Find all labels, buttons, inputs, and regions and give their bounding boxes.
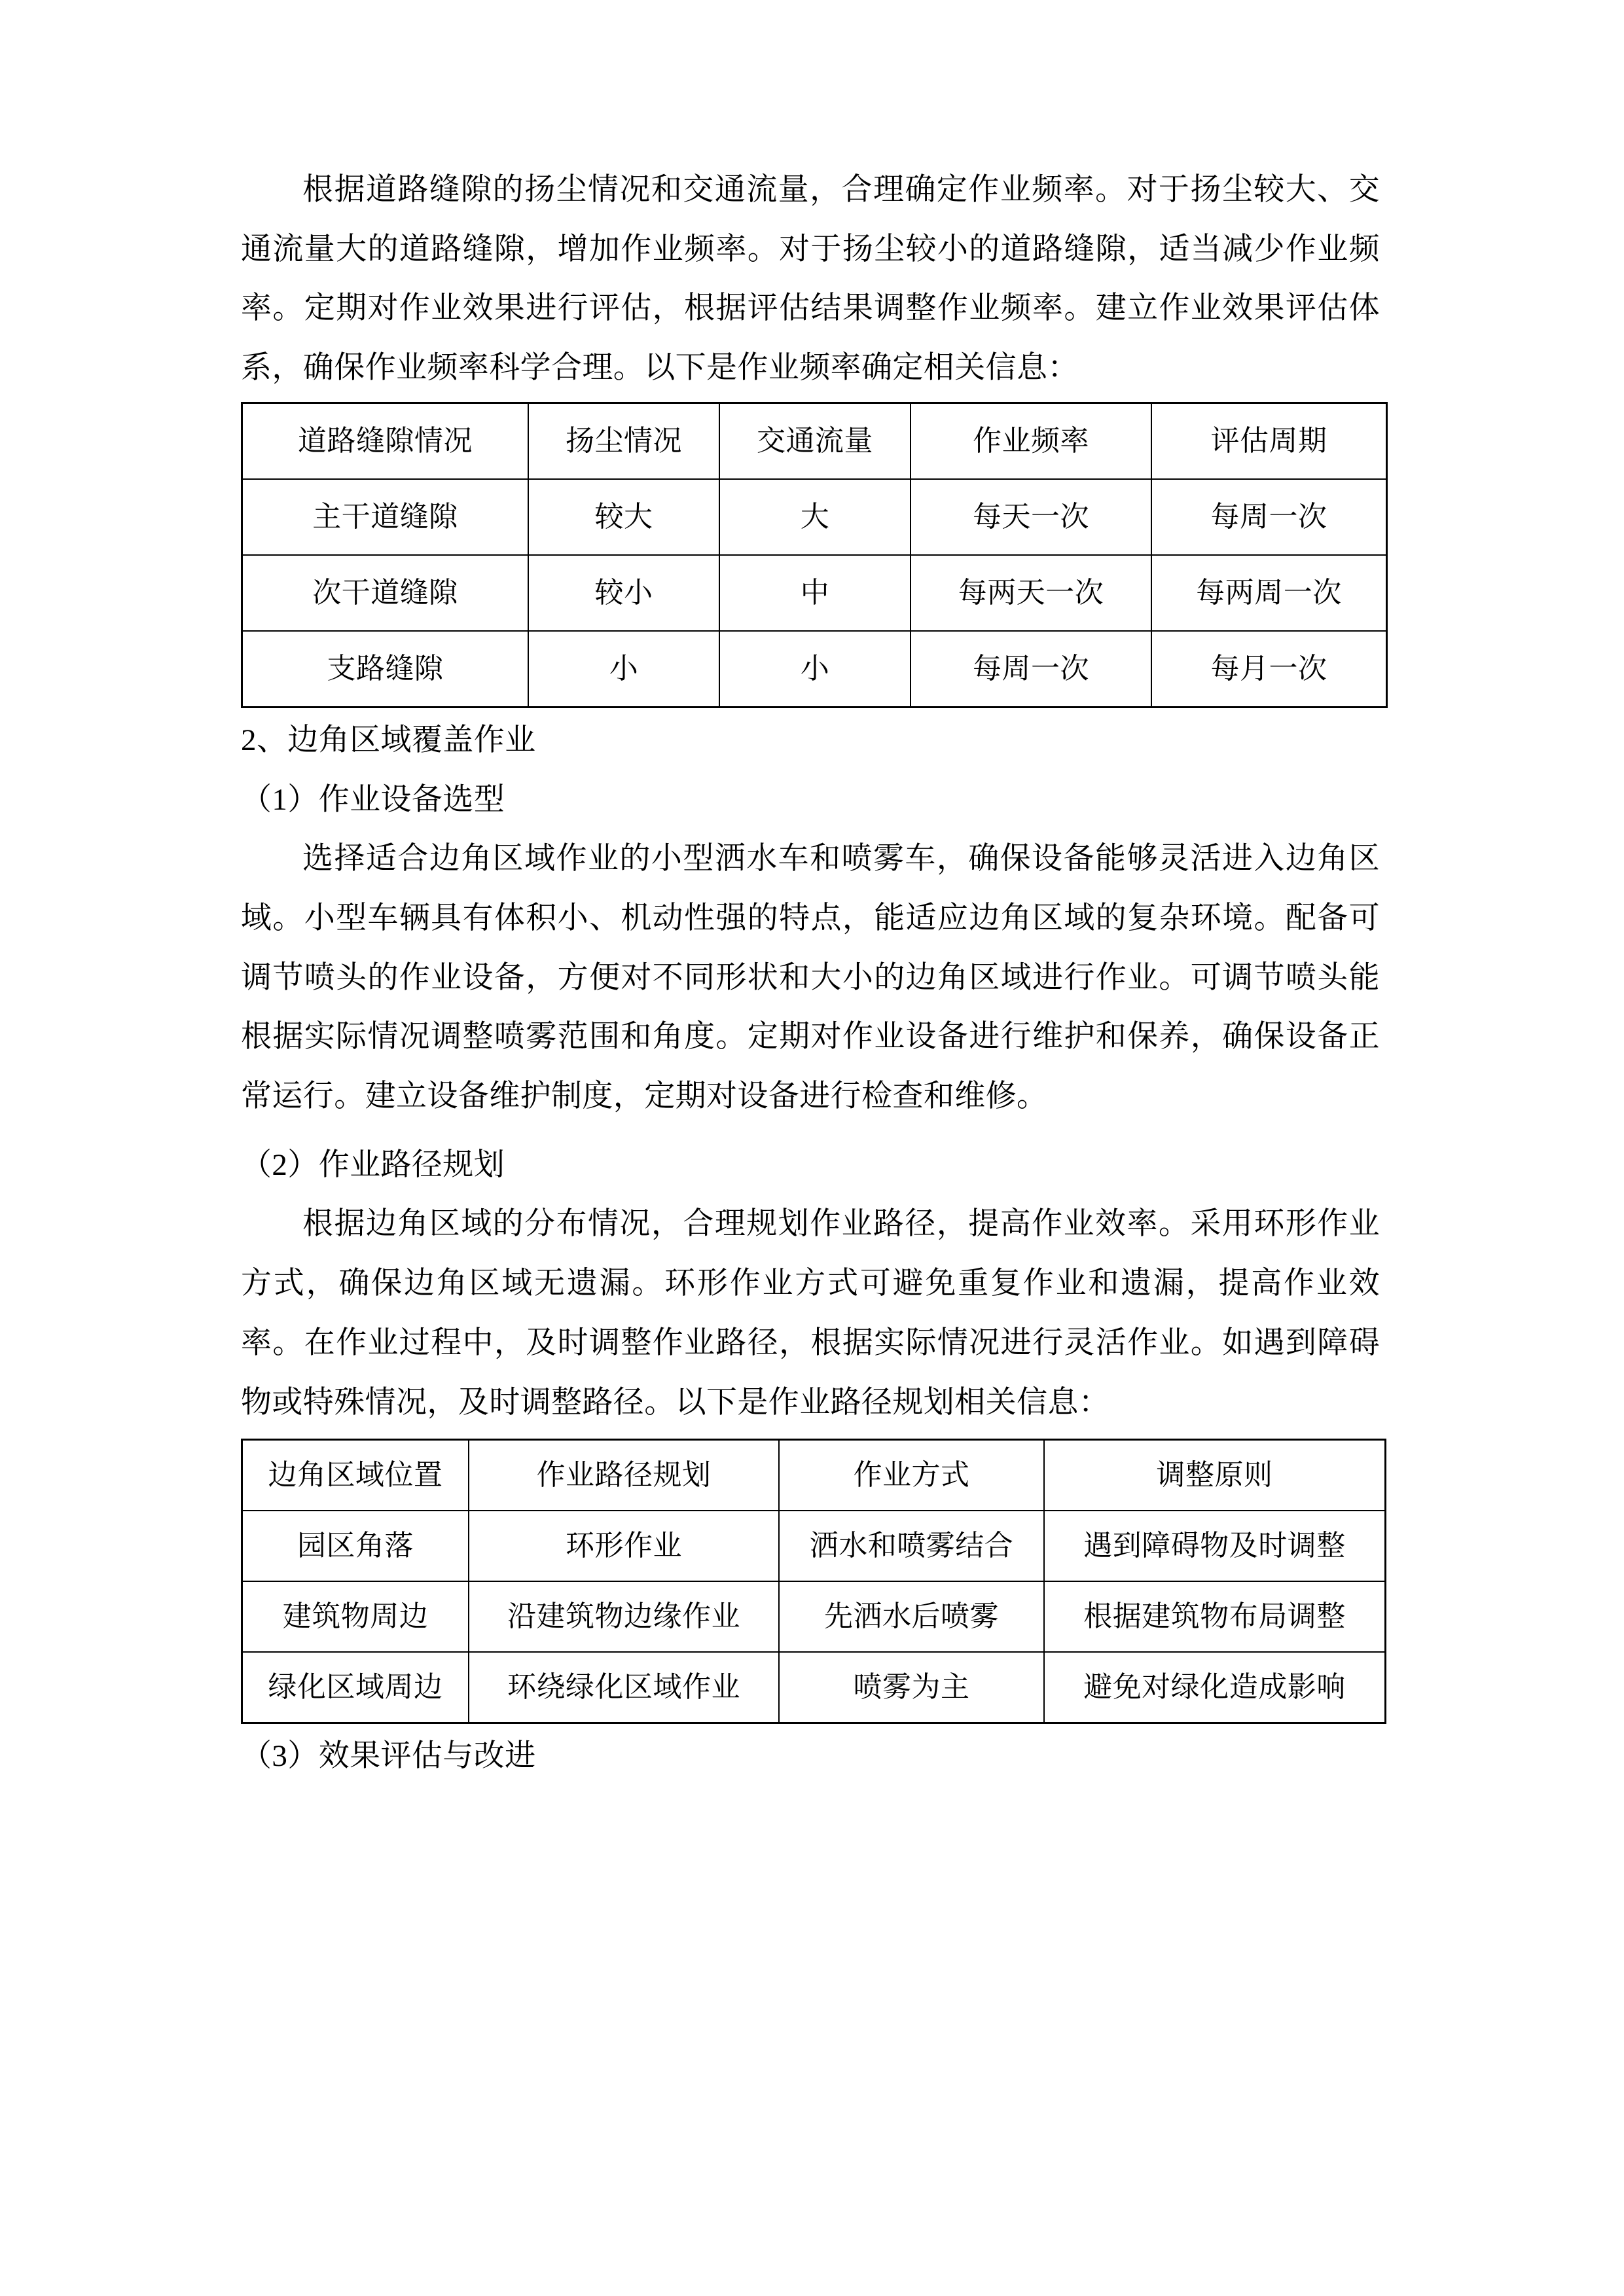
table-header-row <box>242 1440 1386 1511</box>
table-operation-frequency <box>241 402 1388 708</box>
table-cell: 根据建筑物布局调整 <box>1044 1581 1386 1652</box>
table-route-planning-wrapper <box>241 1439 1380 1724</box>
heading-subsection-3: （3）效果评估与改进 <box>241 1739 536 1774</box>
table-header-cell: 扬尘情况 <box>528 403 719 479</box>
paragraph-equipment-selection: 选择适合边角区域作业的小型洒水车和喷雾车，确保设备能够灵活进入边角区域。小型车辆具有体积小、机动性强的特点，能适应边角区域的复杂环境。配备可调节喷头的作业设备，方便对不同形状和大小的边角区域进行作业。可调节喷头能根据实际情况调整喷雾范围和角度。定期对作业设备进行维护和保养，确保设备正常运行。建立设备维护制度，定期对设备进行检查和维修。 <box>241 842 1380 1114</box>
heading-subsection-2: （2）作业路径规划 <box>241 1147 505 1182</box>
table-row <box>242 631 1387 708</box>
heading-subsection-1: （1）作业设备选型 <box>241 782 505 817</box>
table-cell: 小 <box>528 631 719 708</box>
heading-section-2: 2、边角区域覆盖作业 <box>241 723 536 757</box>
table-header-cell: 作业方式 <box>779 1440 1044 1511</box>
table-cell: 环绕绿化区域作业 <box>469 1652 779 1723</box>
table-header-row <box>242 403 1387 479</box>
document-body <box>241 160 1380 1786</box>
table-cell: 次干道缝隙 <box>242 555 529 631</box>
table-cell: 较大 <box>528 479 719 555</box>
table-cell: 大 <box>719 479 911 555</box>
table-cell: 每天一次 <box>911 479 1151 555</box>
table-row <box>242 555 1387 631</box>
table-header-cell: 道路缝隙情况 <box>242 403 529 479</box>
table-cell: 建筑物周边 <box>242 1581 469 1652</box>
paragraph-operation-frequency: 根据道路缝隙的扬尘情况和交通流量，合理确定作业频率。对于扬尘较大、交通流量大的道路缝隙，增加作业频率。对于扬尘较小的道路缝隙，适当减少作业频率。定期对作业效果进行评估，根据评估结果调整作业频率。建立作业效果评估体系，确保作业频率科学合理。以下是作业频率确定相关信息： <box>241 173 1380 386</box>
table-header-cell: 调整原则 <box>1044 1440 1386 1511</box>
table-header-cell: 评估周期 <box>1151 403 1387 479</box>
table-cell: 每月一次 <box>1151 631 1387 708</box>
table-cell: 小 <box>719 631 911 708</box>
table-cell: 避免对绿化造成影响 <box>1044 1652 1386 1723</box>
table-cell: 园区角落 <box>242 1511 469 1581</box>
table-operation-frequency-wrapper <box>241 402 1380 708</box>
table-cell: 洒水和喷雾结合 <box>779 1511 1044 1581</box>
table-cell: 较小 <box>528 555 719 631</box>
paragraph-spacer <box>241 1126 1380 1136</box>
table-row <box>242 1581 1386 1652</box>
table-route-planning <box>241 1439 1386 1724</box>
table-cell: 每两周一次 <box>1151 555 1387 631</box>
table-row <box>242 1652 1386 1723</box>
table-header-cell: 交通流量 <box>719 403 911 479</box>
table-header-cell: 作业路径规划 <box>469 1440 779 1511</box>
table-cell: 绿化区域周边 <box>242 1652 469 1723</box>
table-header-cell: 边角区域位置 <box>242 1440 469 1511</box>
table-cell: 支路缝隙 <box>242 631 529 708</box>
table-cell: 每两天一次 <box>911 555 1151 631</box>
table-cell: 中 <box>719 555 911 631</box>
table-row <box>242 479 1387 555</box>
table-cell: 喷雾为主 <box>779 1652 1044 1723</box>
table-cell: 遇到障碍物及时调整 <box>1044 1511 1386 1581</box>
table-cell: 主干道缝隙 <box>242 479 529 555</box>
table-header-cell: 作业频率 <box>911 403 1151 479</box>
table-cell: 每周一次 <box>911 631 1151 708</box>
table-cell: 环形作业 <box>469 1511 779 1581</box>
table-cell: 先洒水后喷雾 <box>779 1581 1044 1652</box>
table-row <box>242 1511 1386 1581</box>
table-cell: 沿建筑物边缘作业 <box>469 1581 779 1652</box>
paragraph-route-planning: 根据边角区域的分布情况，合理规划作业路径，提高作业效率。采用环形作业方式，确保边角区域无遗漏。环形作业方式可避免重复作业和遗漏，提高作业效率。在作业过程中，及时调整作业路径，根据实际情况进行灵活作业。如遇到障碍物或特殊情况，及时调整路径。以下是作业路径规划相关信息： <box>241 1207 1380 1420</box>
table-cell: 每周一次 <box>1151 479 1387 555</box>
